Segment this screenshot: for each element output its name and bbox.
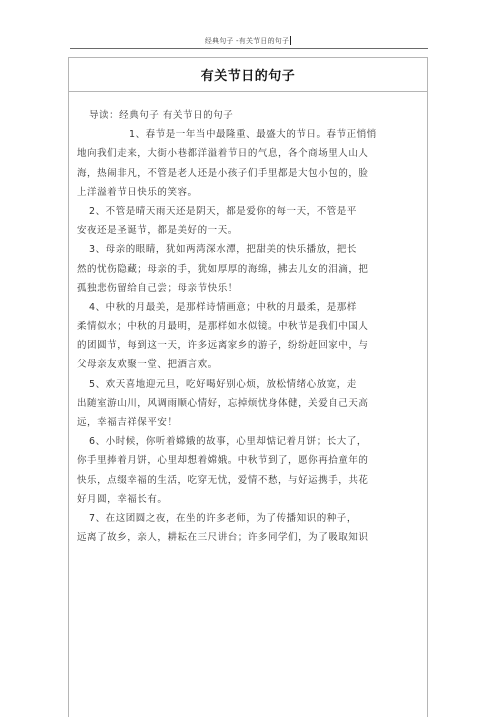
paragraph-4-line-2: 柔情似水；中秋的月最明，是那样如水似镜。中秋节是我们中国人 xyxy=(77,321,369,333)
running-header-text: 经典句子 -有关节日的句子 xyxy=(204,37,290,45)
paragraph-7-line-2: 远离了故乡，亲人，耕耘在三尺讲台；许多同学们，为了吸取知识 xyxy=(77,532,369,544)
paragraph-1-line-4: 上洋溢着节日快乐的笑容。 xyxy=(77,186,198,198)
paragraph-2-line-2: 安夜还是圣诞节，都是美好的一天。 xyxy=(77,225,238,237)
text-cursor xyxy=(290,36,291,45)
paragraph-3-line-2: 然的忧伤隐藏；母亲的手，犹如厚厚的海绵，拂去儿女的泪滴，把 xyxy=(77,263,369,275)
paragraph-7-line-1: 7、在这团圆之夜，在坐的许多老师，为了传播知识的种子， xyxy=(89,512,357,524)
paragraph-1-line-1: 1、春节是一年当中最隆重、最盛大的节日。春节正悄悄 xyxy=(129,129,377,141)
paragraph-4-line-3: 的团圆节，每到这一天，许多远离家乡的游子，纷纷赶回家中，与 xyxy=(77,340,369,352)
header-rule xyxy=(70,48,428,49)
paragraph-4-line-1: 4、中秋的月最美，是那样诗情画意；中秋的月最柔，是那样 xyxy=(89,301,357,313)
title-row xyxy=(69,58,427,92)
running-header xyxy=(0,36,496,46)
paragraph-2-line-1: 2、不管是晴天雨天还是阴天，都是爱你的每一天，不管是平 xyxy=(89,205,357,217)
paragraph-4-line-4: 父母亲友欢聚一堂、把酒言欢。 xyxy=(77,359,218,371)
paragraph-1-line-3: 海，热闹非凡，不管是老人还是小孩子们手里都是大包小包的，脸 xyxy=(77,167,369,179)
paragraph-6-line-2: 你手里捧着月饼，心里却想着嫦娥。中秋节到了，愿你再拾童年的 xyxy=(77,455,369,467)
paragraph-5-line-1: 5、欢天喜地迎元旦，吃好喝好别心烦，放松情绪心放宽，走 xyxy=(89,378,357,390)
paragraph-3-line-3: 孤独悲伤留给自己尝；母亲节快乐！ xyxy=(77,282,238,294)
lead-line: 导读：经典句子 有关节日的句子 xyxy=(89,110,234,121)
paragraph-3-line-1: 3、母亲的眼睛，犹如两湾深水潭，把甜美的快乐播放，把长 xyxy=(89,244,357,256)
paragraph-6-line-1: 6、小时候，你听着嫦娥的故事，心里却惦记着月饼；长大了， xyxy=(89,436,367,448)
paragraph-5-line-2: 出随室游山川，风调雨顺心情好，忘掉烦忧身体健，关爱自己天高 xyxy=(77,397,369,409)
paragraph-5-line-3: 远，幸福吉祥保平安！ xyxy=(77,417,178,428)
document-frame xyxy=(68,57,428,717)
paragraph-6-line-3: 快乐，点缀幸福的生活，吃穿无忧，爱情不愁，与好运携手，共花 xyxy=(77,474,369,486)
paragraph-6-line-4: 好月圆，幸福长有。 xyxy=(77,493,168,505)
document-title: 有关节日的句子 xyxy=(200,69,296,84)
paragraph-1-line-2: 地向我们走来，大街小巷都洋溢着节日的气息，各个商场里人山人 xyxy=(77,148,369,160)
document-body xyxy=(77,106,417,547)
